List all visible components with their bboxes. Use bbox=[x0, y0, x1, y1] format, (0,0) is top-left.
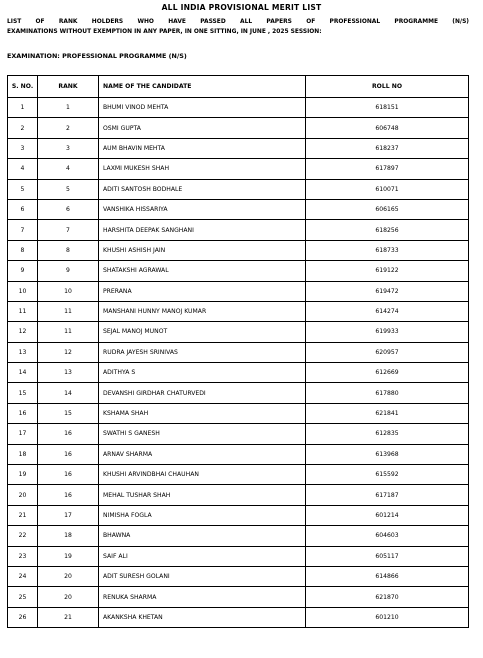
cell-rank: 11 bbox=[38, 301, 99, 321]
table-row bbox=[8, 526, 469, 546]
cell-candidate-name: DEVANSHI GIRDHAR CHATURVEDI bbox=[99, 383, 306, 403]
table-row bbox=[8, 220, 469, 240]
cell-roll-no: 614274 bbox=[306, 301, 469, 321]
table-row bbox=[8, 587, 469, 607]
cell-rank: 16 bbox=[38, 424, 99, 444]
cell-sno: 4 bbox=[8, 159, 38, 179]
cell-rank: 10 bbox=[38, 281, 99, 301]
cell-candidate-name: RENUKA SHARMA bbox=[99, 587, 306, 607]
column-header-sno: S. NO. bbox=[8, 76, 38, 98]
cell-candidate-name: KSHAMA SHAH bbox=[99, 403, 306, 423]
cell-rank: 12 bbox=[38, 342, 99, 362]
cell-sno: 3 bbox=[8, 138, 38, 158]
cell-rank: 2 bbox=[38, 118, 99, 138]
table-row bbox=[8, 261, 469, 281]
cell-rank: 14 bbox=[38, 383, 99, 403]
cell-candidate-name: HARSHITA DEEPAK SANGHANI bbox=[99, 220, 306, 240]
cell-candidate-name: MANSHANI HUNNY MANOJ KUMAR bbox=[99, 301, 306, 321]
column-header-name: NAME OF THE CANDIDATE bbox=[99, 76, 306, 98]
cell-sno: 15 bbox=[8, 383, 38, 403]
intro-line-2: EXAMINATIONS WITHOUT EXEMPTION IN ANY PAPER, IN ONE SITTING, IN JUNE , 2025 SESSION: bbox=[7, 29, 322, 35]
column-header-rank: RANK bbox=[38, 76, 99, 98]
cell-candidate-name: LAXMI MUKESH SHAH bbox=[99, 159, 306, 179]
cell-sno: 25 bbox=[8, 587, 38, 607]
cell-roll-no: 618733 bbox=[306, 240, 469, 260]
examination-heading: EXAMINATION: PROFESSIONAL PROGRAMME (N/S) bbox=[7, 52, 187, 60]
cell-rank: 20 bbox=[38, 566, 99, 586]
cell-rank: 16 bbox=[38, 444, 99, 464]
cell-sno: 17 bbox=[8, 424, 38, 444]
cell-roll-no: 615592 bbox=[306, 465, 469, 485]
table-row bbox=[8, 138, 469, 158]
table-row bbox=[8, 383, 469, 403]
cell-candidate-name: SEJAL MANOJ MUNOT bbox=[99, 322, 306, 342]
cell-roll-no: 621870 bbox=[306, 587, 469, 607]
cell-roll-no: 605117 bbox=[306, 546, 469, 566]
cell-candidate-name: BHUMI VINOD MEHTA bbox=[99, 98, 306, 118]
cell-sno: 9 bbox=[8, 261, 38, 281]
cell-rank: 15 bbox=[38, 403, 99, 423]
cell-roll-no: 612835 bbox=[306, 424, 469, 444]
cell-roll-no: 617897 bbox=[306, 159, 469, 179]
cell-roll-no: 613968 bbox=[306, 444, 469, 464]
cell-sno: 20 bbox=[8, 485, 38, 505]
cell-candidate-name: AKANKSHA KHETAN bbox=[99, 607, 306, 627]
table-row bbox=[8, 199, 469, 219]
table-row bbox=[8, 363, 469, 383]
cell-rank: 4 bbox=[38, 159, 99, 179]
cell-sno: 10 bbox=[8, 281, 38, 301]
cell-roll-no: 618151 bbox=[306, 98, 469, 118]
cell-sno: 7 bbox=[8, 220, 38, 240]
cell-sno: 11 bbox=[8, 301, 38, 321]
intro-line-1: LIST OF RANK HOLDERS WHO HAVE PASSED ALL PAPERS OF PROFESSIONAL PROGRAMME (N/S) bbox=[7, 19, 469, 25]
cell-candidate-name: ARNAV SHARMA bbox=[99, 444, 306, 464]
cell-candidate-name: SWATHI S GANESH bbox=[99, 424, 306, 444]
cell-roll-no: 606165 bbox=[306, 199, 469, 219]
cell-rank: 16 bbox=[38, 465, 99, 485]
cell-sno: 22 bbox=[8, 526, 38, 546]
cell-sno: 24 bbox=[8, 566, 38, 586]
cell-roll-no: 601214 bbox=[306, 505, 469, 525]
cell-roll-no: 610071 bbox=[306, 179, 469, 199]
cell-roll-no: 604603 bbox=[306, 526, 469, 546]
column-header-roll: ROLL NO bbox=[306, 76, 469, 98]
cell-candidate-name: OSMI GUPTA bbox=[99, 118, 306, 138]
cell-candidate-name: SAIF ALI bbox=[99, 546, 306, 566]
cell-sno: 14 bbox=[8, 363, 38, 383]
cell-rank: 21 bbox=[38, 607, 99, 627]
cell-sno: 18 bbox=[8, 444, 38, 464]
cell-roll-no: 618237 bbox=[306, 138, 469, 158]
table-row bbox=[8, 342, 469, 362]
cell-candidate-name: KHUSHI ARVINDBHAI CHAUHAN bbox=[99, 465, 306, 485]
cell-rank: 1 bbox=[38, 98, 99, 118]
cell-rank: 19 bbox=[38, 546, 99, 566]
cell-sno: 26 bbox=[8, 607, 38, 627]
table-row bbox=[8, 444, 469, 464]
table-row bbox=[8, 424, 469, 444]
cell-candidate-name: NIMISHA FOGLA bbox=[99, 505, 306, 525]
cell-candidate-name: BHAWNA bbox=[99, 526, 306, 546]
cell-roll-no: 621841 bbox=[306, 403, 469, 423]
table-row bbox=[8, 98, 469, 118]
cell-rank: 8 bbox=[38, 240, 99, 260]
cell-rank: 3 bbox=[38, 138, 99, 158]
table-row bbox=[8, 403, 469, 423]
cell-sno: 6 bbox=[8, 199, 38, 219]
cell-candidate-name: SHATAKSHI AGRAWAL bbox=[99, 261, 306, 281]
cell-sno: 1 bbox=[8, 98, 38, 118]
cell-candidate-name: ADITHYA S bbox=[99, 363, 306, 383]
table-row bbox=[8, 179, 469, 199]
cell-rank: 11 bbox=[38, 322, 99, 342]
cell-rank: 9 bbox=[38, 261, 99, 281]
cell-candidate-name: KHUSHI ASHISH JAIN bbox=[99, 240, 306, 260]
cell-sno: 12 bbox=[8, 322, 38, 342]
cell-candidate-name: VANSHIKA HISSARIYA bbox=[99, 199, 306, 219]
cell-roll-no: 617187 bbox=[306, 485, 469, 505]
cell-sno: 13 bbox=[8, 342, 38, 362]
cell-sno: 5 bbox=[8, 179, 38, 199]
cell-roll-no: 619933 bbox=[306, 322, 469, 342]
cell-rank: 5 bbox=[38, 179, 99, 199]
table-row bbox=[8, 281, 469, 301]
cell-rank: 20 bbox=[38, 587, 99, 607]
cell-candidate-name: ADITI SANTOSH BODHALE bbox=[99, 179, 306, 199]
cell-rank: 18 bbox=[38, 526, 99, 546]
cell-sno: 8 bbox=[8, 240, 38, 260]
cell-rank: 13 bbox=[38, 363, 99, 383]
cell-candidate-name: PRERANA bbox=[99, 281, 306, 301]
cell-roll-no: 619472 bbox=[306, 281, 469, 301]
cell-sno: 23 bbox=[8, 546, 38, 566]
table-row bbox=[8, 505, 469, 525]
intro-text bbox=[7, 17, 469, 37]
cell-roll-no: 612669 bbox=[306, 363, 469, 383]
table-row bbox=[8, 240, 469, 260]
table-row bbox=[8, 465, 469, 485]
table-body bbox=[8, 98, 469, 628]
cell-roll-no: 606748 bbox=[306, 118, 469, 138]
table-row bbox=[8, 301, 469, 321]
document-title: ALL INDIA PROVISIONAL MERIT LIST bbox=[161, 3, 322, 12]
table-row bbox=[8, 546, 469, 566]
cell-candidate-name: MEHAL TUSHAR SHAH bbox=[99, 485, 306, 505]
cell-roll-no: 617880 bbox=[306, 383, 469, 403]
table-row bbox=[8, 118, 469, 138]
table-row bbox=[8, 322, 469, 342]
cell-roll-no: 614866 bbox=[306, 566, 469, 586]
cell-sno: 16 bbox=[8, 403, 38, 423]
table-row bbox=[8, 607, 469, 627]
table-header-row bbox=[8, 76, 469, 98]
table-row bbox=[8, 566, 469, 586]
cell-roll-no: 601210 bbox=[306, 607, 469, 627]
cell-rank: 17 bbox=[38, 505, 99, 525]
cell-rank: 6 bbox=[38, 199, 99, 219]
cell-rank: 7 bbox=[38, 220, 99, 240]
cell-candidate-name: AUM BHAVIN MEHTA bbox=[99, 138, 306, 158]
table-row bbox=[8, 485, 469, 505]
cell-sno: 2 bbox=[8, 118, 38, 138]
cell-roll-no: 620957 bbox=[306, 342, 469, 362]
cell-candidate-name: ADIT SURESH GOLANI bbox=[99, 566, 306, 586]
cell-candidate-name: RUDRA JAYESH SRINIVAS bbox=[99, 342, 306, 362]
cell-sno: 21 bbox=[8, 505, 38, 525]
cell-roll-no: 619122 bbox=[306, 261, 469, 281]
cell-sno: 19 bbox=[8, 465, 38, 485]
cell-roll-no: 618256 bbox=[306, 220, 469, 240]
merit-list-table bbox=[7, 75, 469, 628]
cell-rank: 16 bbox=[38, 485, 99, 505]
table-row bbox=[8, 159, 469, 179]
